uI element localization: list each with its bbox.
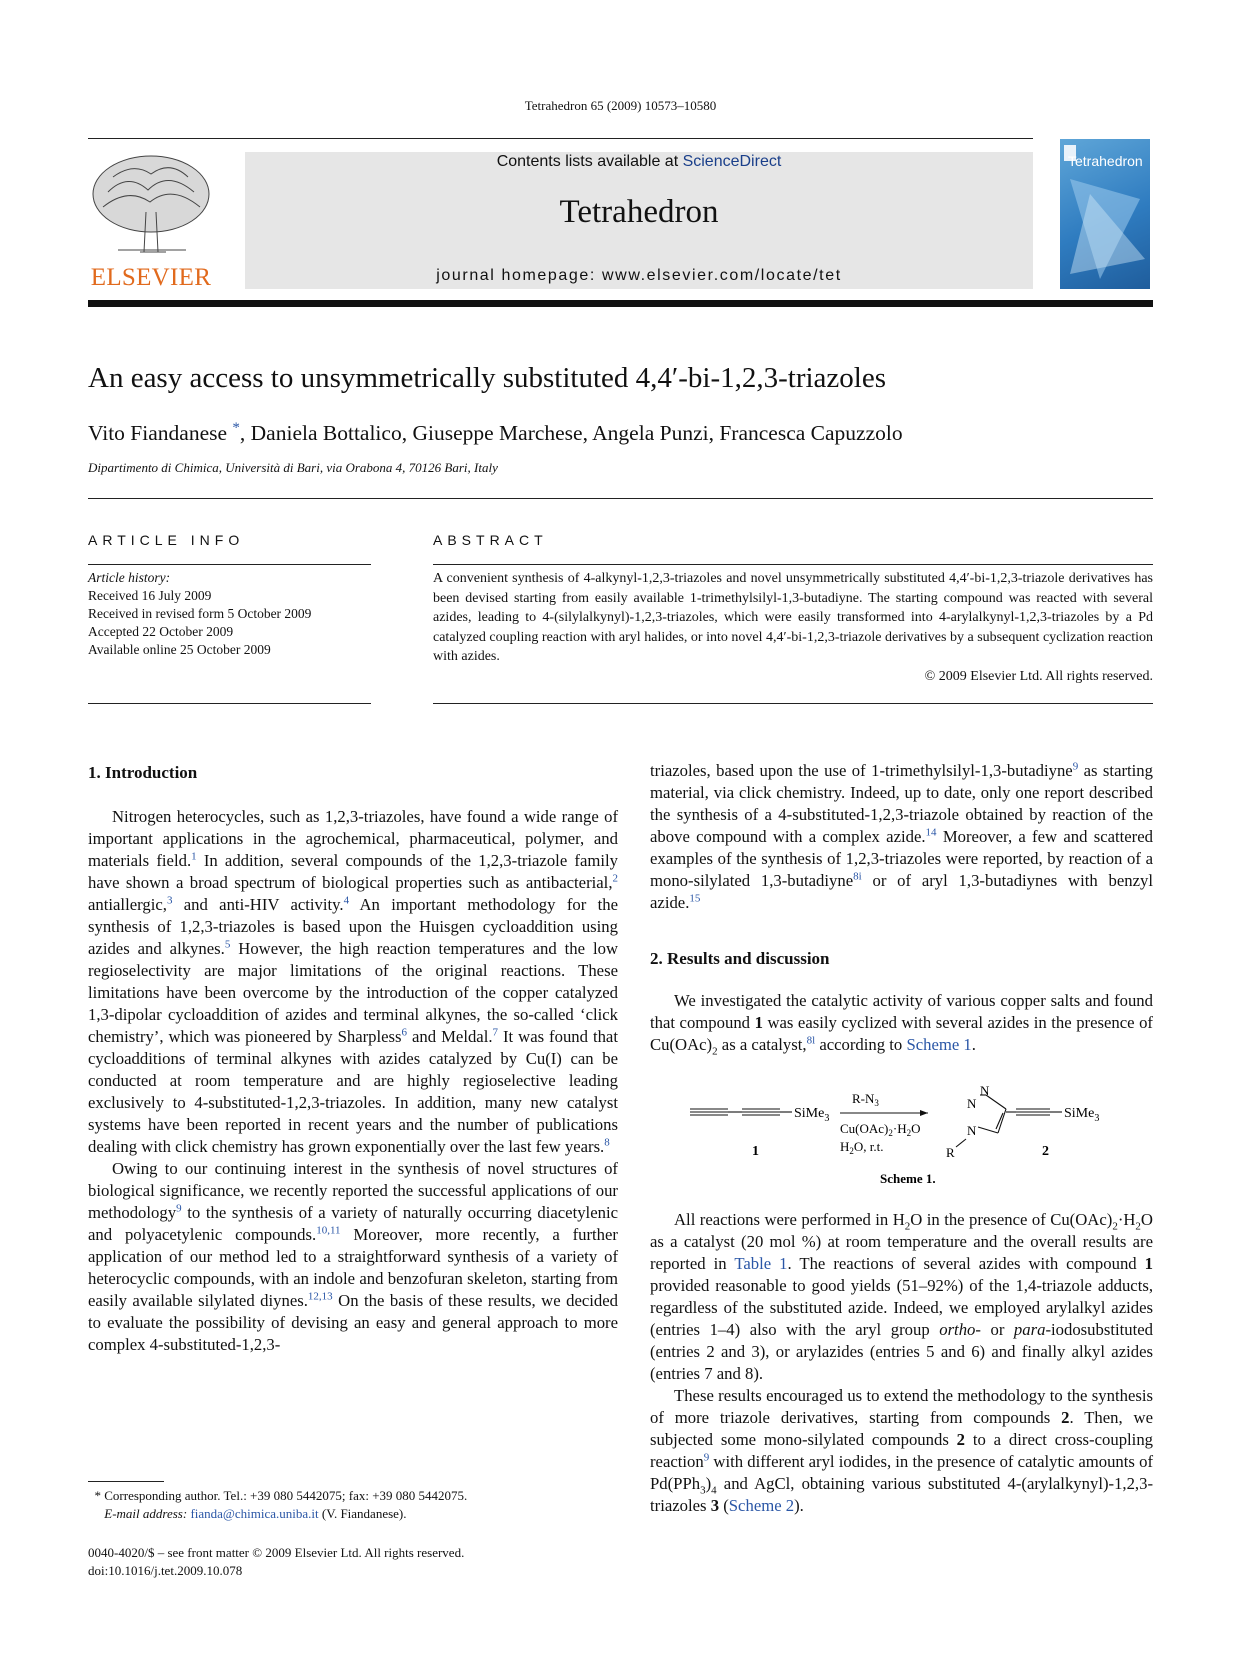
triazole-n1: N — [967, 1123, 977, 1138]
right-column — [650, 760, 1153, 1056]
scheme-1-caption: Scheme 1. — [880, 1171, 936, 1186]
abstract-text: A convenient synthesis of 4-alkynyl-1,2,3-triazoles and novel unsymmetrically substituted 4,4′-bi-1,2,3-triazole derivatives has been devised starting from easily available 1-trimethylsilyl-1,3-butadiyne. The starting compound was reacted with several azides, leading to 4-(silylalkynyl)-1,2,3-triazoles, which were easily transformed into 4-arylalkynyl-1,2,3-triazoles by a Pd catalyzed coupling reaction with aryl halides, or into novel 4,4′-bi-1,2,3-triazole derivatives by a subsequent cyclization reaction with azides. — [433, 571, 1153, 664]
author-list — [88, 420, 903, 446]
footnote — [88, 1487, 467, 1523]
journal-masthead — [245, 152, 1033, 289]
footnote-star: * — [94, 1488, 101, 1503]
results-paragraph-1: We investigated the catalytic activity of various copper salts and found that compound 1 was easily cyclized with several azides in the presence of $Cu(OAc)_2$ as a catalyst,$^{8l}$ according to Scheme 1. — [650, 991, 1153, 1058]
triazole-n3: N — [967, 1096, 977, 1111]
email-note — [88, 1505, 467, 1523]
abstract-rule-bottom — [433, 703, 1153, 704]
history-label: Article history: — [88, 570, 171, 585]
sciencedirect-link[interactable]: ScienceDirect — [682, 153, 782, 170]
abstract-rule-top — [433, 564, 1153, 565]
article-history — [88, 569, 311, 659]
cover-title: Tetrahedron — [1068, 153, 1143, 169]
reagent-catalyst: $Cu(OAc)_2\cdot H_2O$ — [840, 1121, 921, 1138]
article-info-heading: ARTICLE INFO — [88, 532, 245, 548]
footnote-rule — [88, 1481, 164, 1482]
header-rule — [88, 138, 1033, 139]
sime3-label-2: SiMe$_3$ — [1064, 1106, 1100, 1124]
corresponding-text: Corresponding author. Tel.: +39 080 5442075; fax: +39 080 5442075. — [101, 1488, 468, 1503]
email-label: E-mail address: — [104, 1506, 191, 1521]
coauthors: , Daniela Bottalico, Giuseppe Marchese, Angela Punzi, Francesca Capuzzolo — [239, 421, 903, 446]
contents-line — [245, 153, 1033, 171]
abstract-copyright: © 2009 Elsevier Ltd. All rights reserved. — [924, 668, 1153, 684]
results-paragraph-3: These results encouraged us to extend the methodology to the synthesis of more triazole derivatives, starting from compounds 2. Then, we subjected some mono-silylated compounds 2 to a direct cross-coupling reaction$^9$ with different aryl iodides, in the presence of catalytic amounts of $Pd(PPh_3)_4$ and AgCl, obtaining various substituted 4-(arylalkynyl)-1,2,3-triazoles 3 (Scheme 2). — [650, 1386, 1154, 1515]
reagent-solvent: $H_2O$, r.t. — [840, 1139, 884, 1156]
compound-1-label: 1 — [752, 1144, 759, 1159]
journal-citation: Tetrahedron 65 (2009) 10573–10580 — [524, 98, 717, 113]
journal-title: Tetrahedron — [559, 194, 719, 230]
received-date: Received 16 July 2009 — [88, 588, 212, 603]
title-rule — [88, 498, 1153, 499]
elsevier-logo — [88, 152, 214, 292]
journal-homepage[interactable]: journal homepage: www.elsevier.com/locate/tet — [436, 267, 842, 284]
intro-continued: triazoles, based upon the use of 1-trimethylsilyl-1,3-butadiyne$^9$ as starting material, via click chemistry. Indeed, up to date, only one report described the synthesis of a 4-substituted-1,2,3-triazole obtained by reaction of the above compound with a complex azide.$^{14}$ Moreover, a few and scattered examples of the synthesis of 1,2,3-triazoles were reported, by reaction of a mono-silylated 1,3-butadiyne$^{8i}$ or of aryl 1,3-butadiynes with benzyl azide.$^{15}$ — [650, 760, 1153, 912]
affiliation: Dipartimento di Chimica, Università di Bari, via Orabona 4, 70126 Bari, Italy — [88, 460, 498, 475]
abstract-body — [433, 569, 1153, 686]
abstract-heading: ABSTRACT — [433, 532, 548, 548]
email-link[interactable]: fianda@chimica.uniba.it — [190, 1506, 319, 1521]
results-paragraph-2: All reactions were performed in $H_2O$ in the presence of $Cu(OAc)_2\cdot H_2O$ as a catalyst (20 mol %) at room temperature and the overall results are reported in Table 1. The reactions of several azides with compound 1 provided reasonable to good yields (51–92%) of the 1,4-triazole adducts, regardless of the substituted azide. Indeed, we employed arylalkyl azides (entries 1–4) also with the aryl group ortho- or para-iodosubstituted (entries 2 and 3), or arylazides (entries 5 and 6) and finally alkyl azides (entries 7 and 8). — [650, 1210, 1153, 1383]
front-matter — [88, 1544, 464, 1580]
article-title: An easy access to unsymmetrically substituted 4,4′-bi-1,2,3-triazoles — [88, 362, 887, 394]
accepted-date: Accepted 22 October 2009 — [88, 624, 234, 639]
left-column — [88, 762, 618, 1356]
butadiyne-structure — [690, 1109, 792, 1115]
email-tail: (V. Fiandanese). — [318, 1506, 407, 1521]
reagent-azide: $R-N_3$ — [852, 1091, 879, 1108]
right-column-lower — [650, 1209, 1153, 1517]
revised-date: Received in revised form 5 October 2009 — [88, 606, 312, 621]
online-date: Available online 25 October 2009 — [88, 642, 271, 657]
sime3-label-1: SiMe$_3$ — [794, 1106, 830, 1124]
scheme-1-figure — [680, 1075, 1140, 1190]
publisher-name: ELSEVIER — [90, 264, 212, 291]
doi-line[interactable]: doi:10.1016/j.tet.2009.10.078 — [88, 1563, 243, 1578]
arrow-head-icon — [920, 1110, 928, 1116]
triazole-n2: N — [980, 1083, 990, 1098]
results-heading: 2. Results and discussion — [650, 949, 830, 968]
intro-paragraph-2: Owing to our continuing interest in the synthesis of novel structures of biological significance, we recently reported the successful applications of our methodology$^9$ to the synthesis of a variety of naturally occurring diacetylenic and polyacetylenic compounds.$^{10,11}$ Moreover, more recently, a further application of our method led to a straightforward synthesis of a variety of heterocyclic compounds, with an indole and benzofuran skeleton, starting from easily available silylated diynes.$^{12,13}$ On the basis of these results, we decided to evaluate the possibility of devising an easy and general approach to more complex 4-substituted-1,2,3- — [88, 1159, 618, 1354]
contents-prefix: Contents lists available at — [496, 153, 683, 170]
compound-2-label: 2 — [1042, 1144, 1049, 1159]
corresponding-note — [88, 1487, 467, 1505]
info-rule-top — [88, 564, 371, 565]
intro-paragraph-1: Nitrogen heterocycles, such as 1,2,3-triazoles, have found a wide range of important applications in the agrochemical, pharmaceutical, polymer, and materials field.$^1$ In addition, several compounds of the 1,2,3-triazole family have shown a broad spectrum of biological properties such as antibacterial,$^2$ antiallergic,$^3$ and anti-HIV activity.$^4$ An important methodology for the synthesis of 1,2,3-triazoles is based upon the Huisgen cycloaddition using azides and alkynes.$^5$ However, the high reaction temperatures and the low regioselectivity are major limitations of the original reactions. These limitations have been overcome by the introduction of the copper catalyzed 1,3-dipolar cycloaddition of azides and terminal alkynes, the so-called ‘click chemistry’, which was pioneered by Sharpless$^6$ and Meldal.$^7$ It was found that cycloadditions of terminal alkynes with azides catalyzed by Cu(I) can be conducted at room temperature and are highly regioselective leading exclusively to 4-substituted-1,2,3-triazoles. In addition, many new catalyst systems have been reported in recent years and the number of publications dealing with click chemistry has grown exponentially over the last few years.$^8$ — [88, 807, 618, 1156]
corresponding-mark[interactable]: * — [232, 420, 240, 436]
r-substituent: R — [946, 1145, 955, 1160]
corresponding-author: Vito Fiandanese — [88, 421, 228, 446]
introduction-heading: 1. Introduction — [88, 763, 198, 782]
issn-line: 0040-4020/$ – see front matter © 2009 Elsevier Ltd. All rights reserved. — [88, 1545, 465, 1560]
journal-cover-image — [1060, 139, 1150, 289]
header-thick-rule — [88, 300, 1153, 307]
elsevier-tree-icon — [88, 152, 214, 262]
info-rule-bottom — [88, 703, 371, 704]
alkyne-chain-2 — [1006, 1109, 1062, 1115]
triazole-ring — [956, 1095, 1006, 1147]
